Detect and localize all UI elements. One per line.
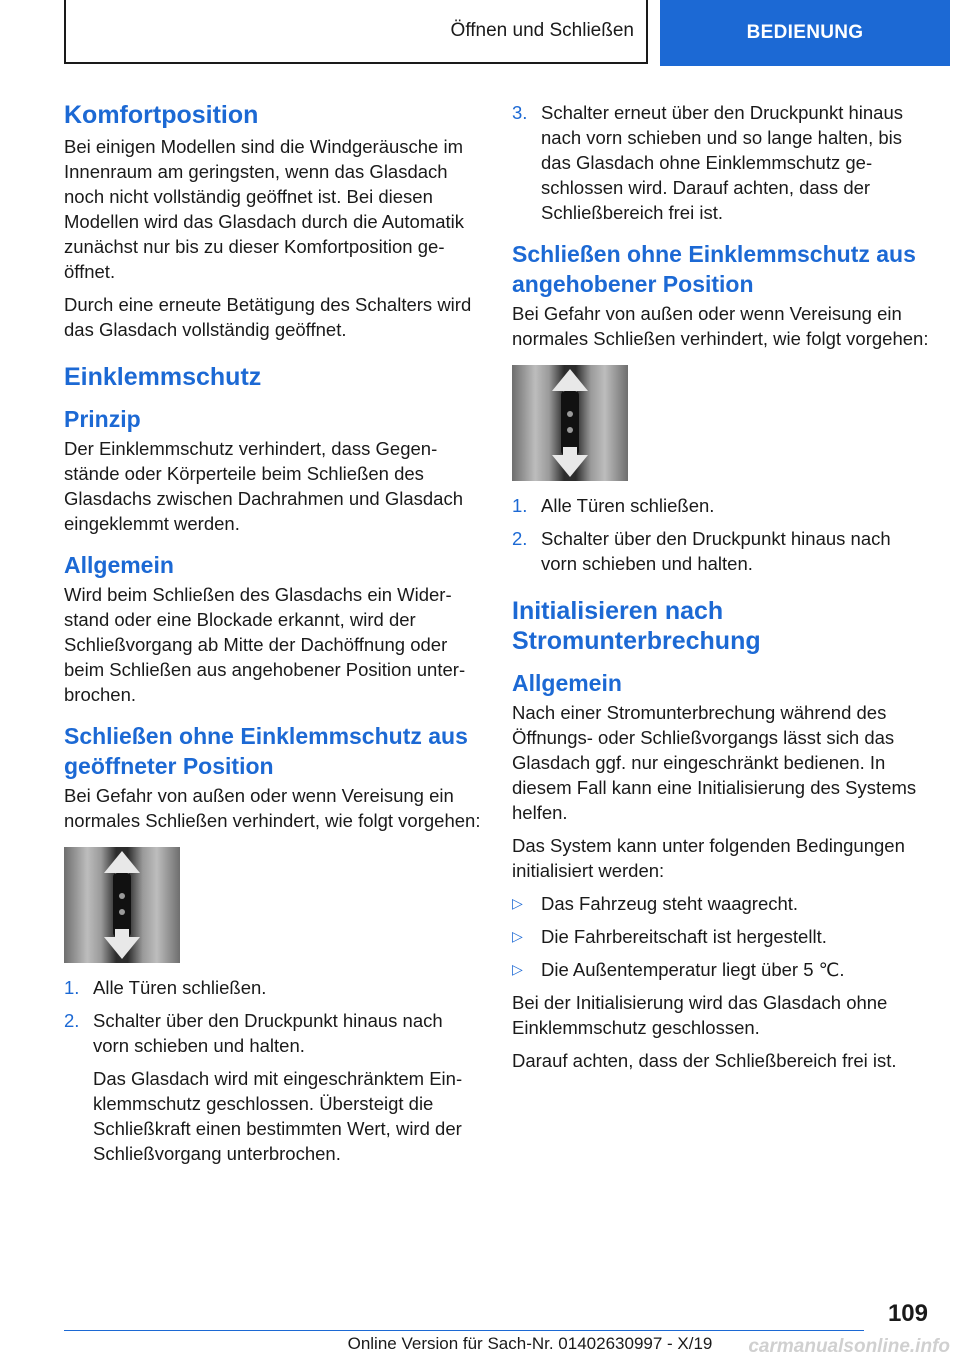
- heading-schliessen-angehoben: Schließen ohne Einklemmschutz aus angehobener Position: [512, 241, 916, 297]
- list-item: [512, 957, 930, 982]
- step-list: [512, 493, 930, 576]
- right-column: [512, 100, 930, 1081]
- list-item: [512, 100, 930, 225]
- heading-prinzip: Prinzip: [64, 406, 141, 432]
- roof-switch-icon: [113, 873, 131, 937]
- heading-allgemein: Allgemein: [64, 552, 174, 578]
- step-number: 3.: [512, 102, 528, 123]
- step-text: Alle Türen schließen.: [541, 495, 715, 516]
- triangle-right-icon: ▷: [512, 895, 523, 911]
- heading-allgemein: Allgemein: [512, 670, 622, 696]
- list-item: [512, 493, 930, 518]
- triangle-right-icon: ▷: [512, 961, 523, 977]
- step-text: Alle Türen schließen.: [93, 977, 267, 998]
- list-item: [512, 891, 930, 916]
- paragraph: Bei einigen Modellen sind die Windgeräusche im Innenraum am geringsten, wenn das Glasdach noch nicht vollständig geöffnet ist. Bei diesen Modellen wird das Glasdach durch die Automatik zunächst nur bis zu dieser Komfortposition geöffnet.: [64, 136, 465, 282]
- arrow-up-icon: [104, 851, 140, 873]
- paragraph: Darauf achten, dass der Schließbereich frei ist.: [512, 1050, 897, 1071]
- bullet-text: Die Fahrbereitschaft ist hergestellt.: [541, 926, 827, 947]
- step-list: [512, 100, 930, 225]
- bullet-list: [512, 891, 930, 982]
- arrow-up-icon: [552, 369, 588, 391]
- bullet-text: Das Fahrzeug steht waagrecht.: [541, 893, 799, 914]
- step-text: Schalter erneut über den Druckpunkt hinaus nach vorn schieben und so lange halten, bis das Glasdach ohne Einklemmschutz geschlossen wird. Darauf achten, dass der Schließbereich frei ist.: [541, 102, 903, 223]
- heading-komfortposition: Komfortposition: [64, 101, 259, 129]
- step-text: Schalter über den Druckpunkt hinaus nach vorn schieben und halten.: [541, 528, 891, 574]
- footer-divider: [64, 1330, 864, 1331]
- step-text: Schalter über den Druckpunkt hinaus nach vorn schieben und halten.: [93, 1010, 443, 1056]
- paragraph: Das System kann unter folgenden Bedingungen initialisiert werden:: [512, 835, 905, 881]
- step-note: Das Glasdach wird mit eingeschränktem Einklemmschutz geschlossen. Übersteigt die Schließkraft einen bestimmten Wert, wird der Schließvorgang unterbrochen.: [93, 1068, 463, 1164]
- arrow-down-icon: [104, 937, 140, 959]
- paragraph: Nach einer Stromunterbrechung während des Öffnungs- oder Schließvorgangs lässt sich das Glasdach ggf. nur eingeschränkt bedienen. In diesem Fall kann eine Initialisierung des Systems helfen.: [512, 702, 917, 823]
- paragraph: Durch eine erneute Betätigung des Schalters wird das Glasdach vollständig geöffnet.: [64, 294, 472, 340]
- bullet-text: Die Außentemperatur liegt über 5 ℃.: [541, 959, 845, 980]
- header-chapter-tab: [660, 0, 950, 66]
- triangle-right-icon: ▷: [512, 928, 523, 944]
- step-number: 1.: [512, 495, 528, 516]
- section-title: Öffnen und Schließen: [450, 20, 634, 41]
- heading-einklemmschutz: Einklemmschutz: [64, 363, 262, 391]
- paragraph: Wird beim Schließen des Glasdachs ein Widerstand oder eine Blockade erkannt, wird der Schließvorgang ab Mitte der Dachöffnung oder beim Schließen aus angehobener Position unterbrochen.: [64, 584, 466, 705]
- paragraph: Bei der Initialisierung wird das Glasdach ohne Einklemmschutz geschlossen.: [512, 992, 888, 1038]
- paragraph: Der Einklemmschutz verhindert, dass Gegenstände oder Körperteile beim Schließen des Glasdachs zwischen Dachrahmen und Glasdach eingeklemmt werden.: [64, 438, 463, 534]
- chapter-title: BEDIENUNG: [746, 22, 864, 43]
- arrow-down-icon: [552, 455, 588, 477]
- header-section-title: [64, 0, 648, 64]
- left-column: [64, 100, 482, 1174]
- step-number: 1.: [64, 977, 80, 998]
- list-item: [64, 975, 482, 1000]
- step-number: 2.: [512, 528, 528, 549]
- switch-illustration: [64, 847, 180, 963]
- page-number: 109: [887, 1300, 928, 1327]
- footer-text: Online Version für Sach-Nr. 01402630997 - X/19: [347, 1334, 713, 1353]
- paragraph: Bei Gefahr von außen oder wenn Vereisung ein normales Schließen verhindert, wie folgt vorgehen:: [64, 785, 481, 831]
- step-list: [64, 975, 482, 1166]
- list-item: [512, 924, 930, 949]
- heading-initialisieren: Initialisieren nach Stromunterbrechung: [512, 597, 761, 655]
- list-item: [64, 1008, 482, 1166]
- list-item: [512, 526, 930, 576]
- roof-switch-icon: [561, 391, 579, 455]
- watermark: carmanualsonline.info: [748, 1336, 950, 1357]
- step-number: 2.: [64, 1010, 80, 1031]
- paragraph: Bei Gefahr von außen oder wenn Vereisung ein normales Schließen verhindert, wie folgt vorgehen:: [512, 303, 929, 349]
- heading-schliessen-geoeffnet: Schließen ohne Einklemmschutz aus geöffneter Position: [64, 723, 468, 779]
- switch-illustration: [512, 365, 628, 481]
